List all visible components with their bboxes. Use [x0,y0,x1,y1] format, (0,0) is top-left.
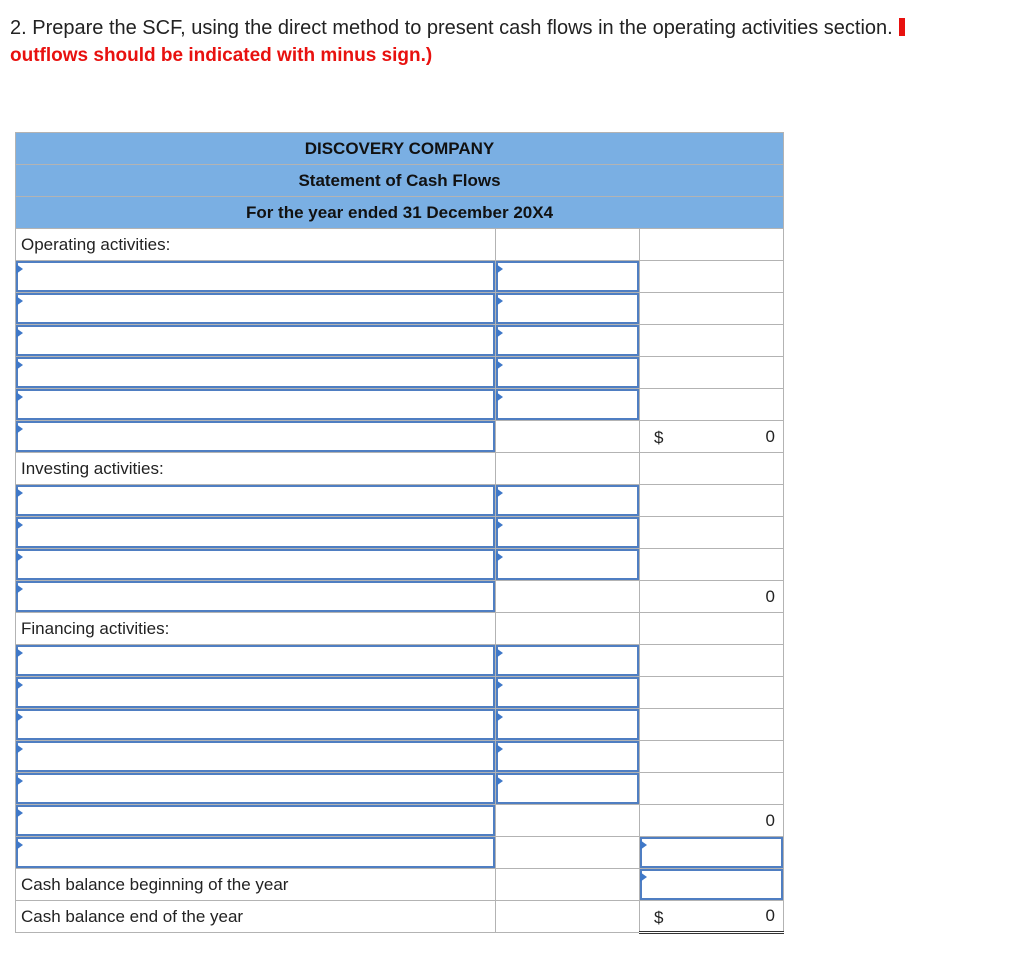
operating-total-row [16,421,784,453]
net-change-row [16,837,784,869]
cash-end-cell [640,901,784,933]
operating-amount-input[interactable] [496,389,640,421]
operating-row [16,261,784,293]
investing-amount-input[interactable] [496,485,640,517]
cash-begin-label: Cash balance beginning of the year [16,869,496,901]
financing-amount-input[interactable] [496,773,640,805]
operating-item-select[interactable] [16,325,496,357]
company-name: DISCOVERY COMPANY [16,133,784,165]
financing-item-select[interactable] [16,709,496,741]
dollar-sign: $ [654,428,664,447]
investing-item-select[interactable] [16,485,496,517]
cash-flow-statement-table [15,132,784,934]
financing-row [16,741,784,773]
net-change-input[interactable] [640,837,784,869]
investing-total-select[interactable] [16,581,496,613]
financing-item-select[interactable] [16,645,496,677]
investing-total-value: 0 [640,581,784,613]
investing-item-select[interactable] [16,517,496,549]
operating-total-select[interactable] [16,421,496,453]
financing-amount-input[interactable] [496,645,640,677]
operating-amount-input[interactable] [496,261,640,293]
financing-row [16,645,784,677]
financing-amount-input[interactable] [496,677,640,709]
cash-end-value: 0 [765,906,776,925]
investing-amount-input[interactable] [496,549,640,581]
financing-item-select[interactable] [16,741,496,773]
statement-period: For the year ended 31 December 20X4 [16,197,784,229]
operating-total-cell [640,421,784,453]
instruction-text: 2. Prepare the SCF, using the direct method to present cash flows in the operating activities section. outflows should be indicated with minus sign.) [10,15,1024,69]
operating-row [16,293,784,325]
financing-total-row [16,805,784,837]
operating-item-select[interactable] [16,261,496,293]
financing-amount-input[interactable] [496,709,640,741]
operating-row [16,389,784,421]
operating-amount-input[interactable] [496,325,640,357]
cash-begin-row [16,869,784,901]
investing-item-select[interactable] [16,549,496,581]
investing-row [16,549,784,581]
cash-end-label: Cash balance end of the year [16,901,496,933]
instruction-red-text: outflows should be indicated with minus sign.) [10,45,433,66]
financing-row [16,677,784,709]
statement-title: Statement of Cash Flows [16,165,784,197]
investing-label: Investing activities: [16,453,496,485]
financing-row [16,709,784,741]
dollar-sign: $ [654,908,664,927]
cash-end-row [16,901,784,933]
investing-amount-input[interactable] [496,517,640,549]
financing-total-select[interactable] [16,805,496,837]
red-marker [899,18,905,36]
financing-row [16,773,784,805]
operating-amount-input[interactable] [496,357,640,389]
net-change-select[interactable] [16,837,496,869]
financing-total-value: 0 [640,805,784,837]
operating-row [16,357,784,389]
operating-amount-input[interactable] [496,293,640,325]
operating-item-select[interactable] [16,357,496,389]
financing-item-select[interactable] [16,677,496,709]
financing-amount-input[interactable] [496,741,640,773]
operating-row [16,325,784,357]
investing-row [16,517,784,549]
operating-item-select[interactable] [16,389,496,421]
operating-item-select[interactable] [16,293,496,325]
financing-item-select[interactable] [16,773,496,805]
financing-label: Financing activities: [16,613,496,645]
operating-label: Operating activities: [16,229,496,261]
operating-total-value: 0 [765,426,776,446]
cash-begin-input[interactable] [640,869,784,901]
investing-row [16,485,784,517]
investing-total-row [16,581,784,613]
